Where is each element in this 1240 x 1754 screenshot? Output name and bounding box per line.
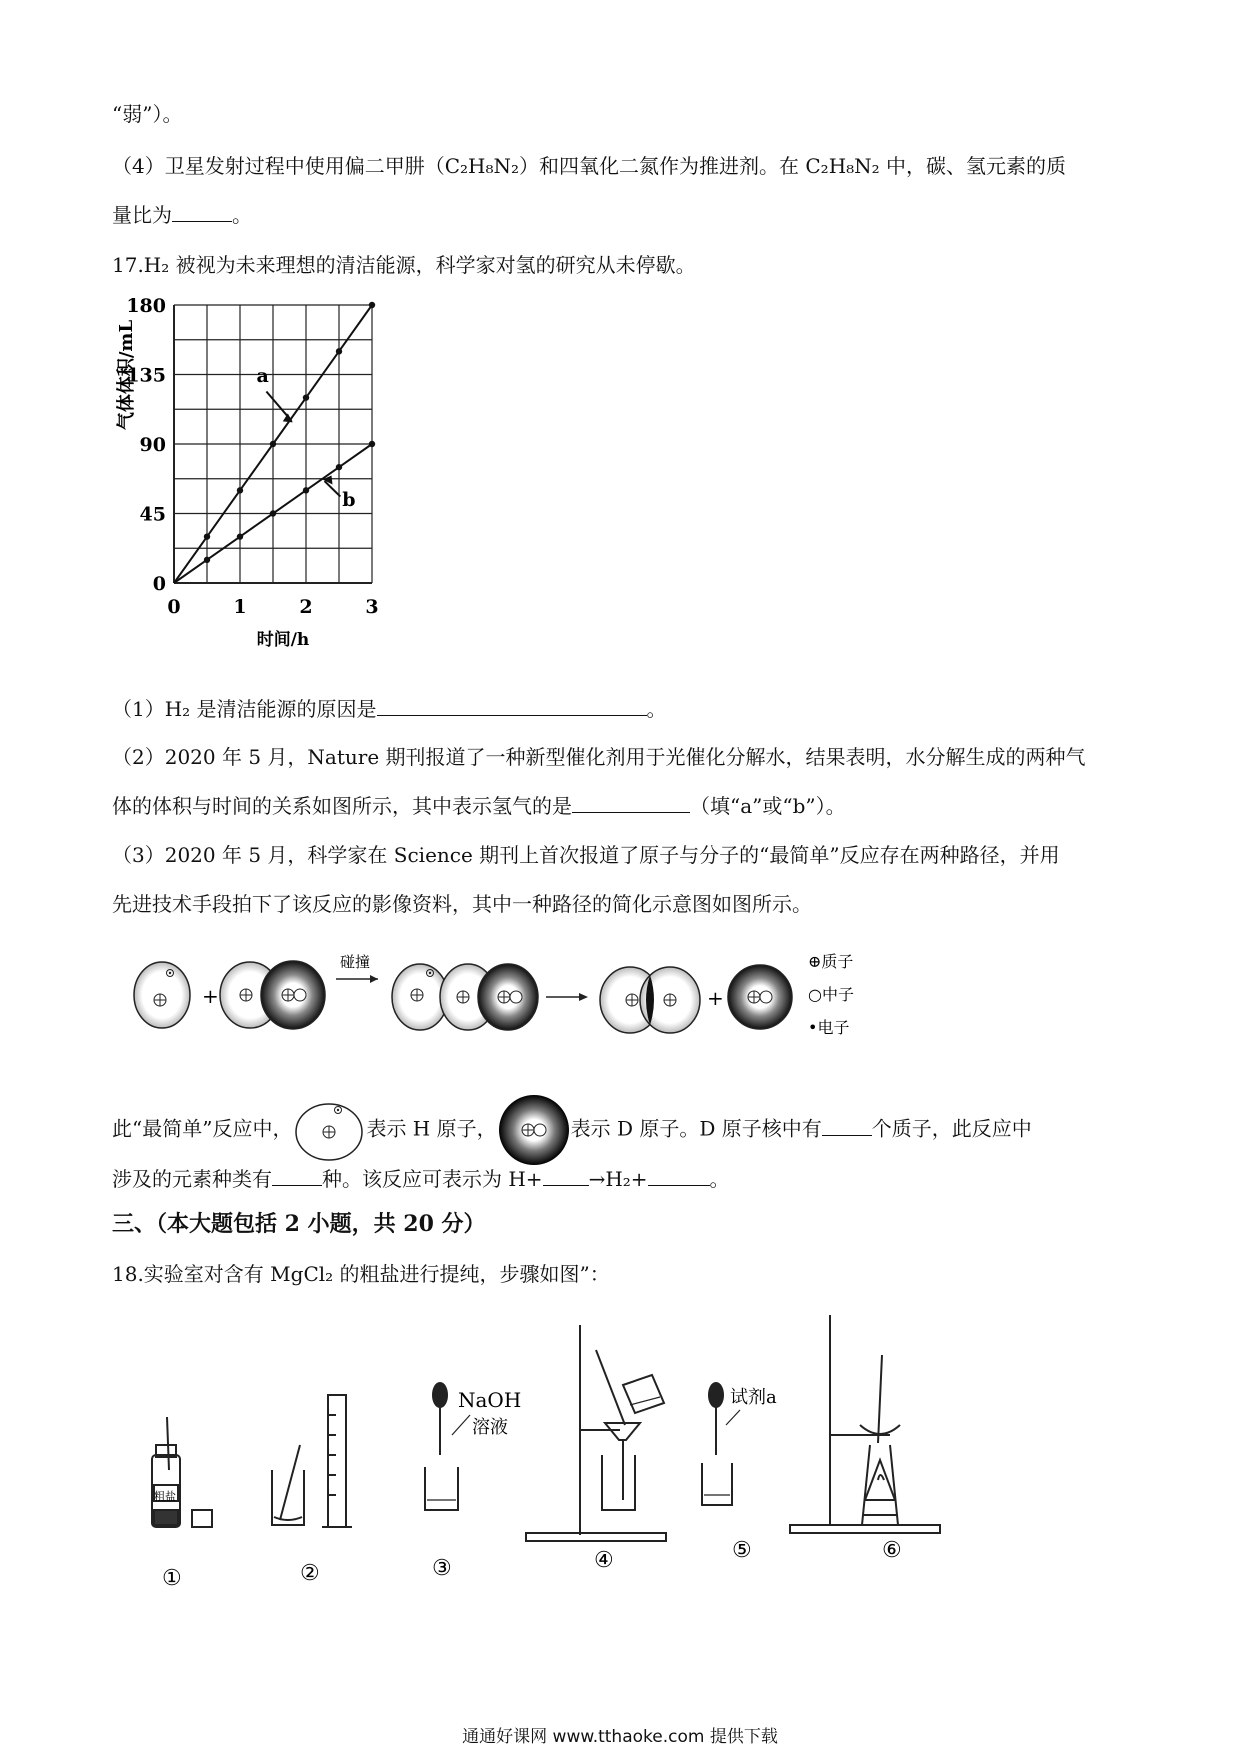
data-point-a bbox=[204, 533, 210, 539]
q17-part-2-cont bbox=[112, 792, 846, 820]
text-segment: 量比为 bbox=[112, 203, 172, 227]
text-line-1: “弱”）。 bbox=[112, 102, 183, 126]
q17-part-2: （2）2020 年 5 月，Nature 期刊报道了一种新型催化剂用于光催化分解水，结果表明，水分解生成的两种气 bbox=[112, 745, 1086, 769]
answer-blank[interactable] bbox=[172, 201, 232, 222]
answer-blank[interactable] bbox=[272, 1165, 322, 1186]
text-line-q16-4-cont bbox=[112, 201, 252, 229]
naoh-label: NaOH bbox=[458, 1388, 522, 1412]
reaction-diagram bbox=[130, 945, 890, 1045]
q17-part-3-question bbox=[112, 1093, 1032, 1167]
step-2-label: ② bbox=[300, 1561, 320, 1586]
section-3-heading: 三、（本大题包括 2 小题，共 20 分） bbox=[112, 1211, 486, 1237]
naoh-solution-label: 溶液 bbox=[472, 1417, 508, 1438]
q17-part-1 bbox=[112, 695, 667, 723]
data-point-b bbox=[336, 464, 342, 470]
text-segment: （1）H₂ 是清洁能源的原因是 bbox=[112, 697, 377, 721]
step-5-label: ⑤ bbox=[732, 1538, 752, 1563]
x-axis-label: 时间/h bbox=[256, 630, 310, 650]
step-6-label: ⑥ bbox=[882, 1538, 902, 1563]
d-atom bbox=[728, 965, 792, 1029]
answer-blank[interactable] bbox=[377, 695, 647, 716]
d-atom-icon bbox=[497, 1093, 571, 1167]
answer-blank[interactable] bbox=[543, 1165, 589, 1186]
q17-part-3-cont: 先进技术手段拍下了该反应的影像资料，其中一种路径的简化示意图如图所示。 bbox=[112, 892, 812, 916]
text-segment: （填“a”或“b”）。 bbox=[690, 794, 846, 818]
legend-neutron: ○中子 bbox=[808, 985, 854, 1004]
question-18: 18.实验室对含有 MgCl₂ 的粗盐进行提纯，步骤如图”： bbox=[112, 1262, 610, 1286]
data-point-b bbox=[369, 441, 375, 447]
series-label-a: a bbox=[256, 365, 269, 388]
step-4-label: ④ bbox=[594, 1548, 614, 1573]
y-tick-label: 180 bbox=[126, 295, 166, 317]
plus-sign: + bbox=[202, 984, 219, 1008]
text-segment: 。 bbox=[232, 203, 252, 227]
evaporation-stand bbox=[790, 1315, 940, 1533]
filtration-stand bbox=[526, 1325, 666, 1541]
text-segment: 个质子，此反应中 bbox=[871, 1116, 1032, 1141]
q17-part-3: （3）2020 年 5 月，科学家在 Science 期刊上首次报道了原子与分子的“最简单”反应存在两种路径，并用 bbox=[112, 843, 1060, 867]
page-footer: 通通好课网 www.tthaoke.com 提供下载 bbox=[462, 1727, 778, 1747]
answer-blank[interactable] bbox=[822, 1115, 872, 1136]
data-point-b bbox=[237, 533, 243, 539]
data-point-a bbox=[270, 441, 276, 447]
legend-proton: ⊕质子 bbox=[808, 952, 854, 971]
y-tick-label: 45 bbox=[139, 503, 166, 526]
text-line-q16-4: （4）卫星发射过程中使用偏二甲肼（C₂H₈N₂）和四氧化二氮作为推进剂。在 C₂H₈N₂ 中，碳、氢元素的质 bbox=[112, 154, 1067, 178]
text-segment: 此“最简单”反应中， bbox=[112, 1116, 293, 1141]
text-segment: →H₂+ bbox=[588, 1167, 648, 1191]
data-point-b bbox=[204, 557, 210, 563]
data-point-a bbox=[336, 348, 342, 354]
hd-molecule bbox=[220, 961, 325, 1029]
arrow-head bbox=[579, 993, 588, 1001]
h-atom-icon bbox=[292, 1098, 366, 1162]
step-1-label: ① bbox=[162, 1566, 182, 1591]
step-3-label: ③ bbox=[432, 1556, 452, 1581]
data-point-a bbox=[303, 394, 309, 400]
data-point-b bbox=[270, 510, 276, 516]
question-17: 17.H₂ 被视为未来理想的清洁能源，科学家对氢的研究从未停歇。 bbox=[112, 253, 696, 277]
h2-molecule bbox=[600, 967, 700, 1033]
reagent-a-label: 试剂a bbox=[730, 1387, 777, 1408]
data-point-a bbox=[237, 487, 243, 493]
data-point-b bbox=[303, 487, 309, 493]
transition-complex bbox=[392, 964, 538, 1030]
x-tick-label: 2 bbox=[299, 596, 313, 618]
x-tick-label: 0 bbox=[167, 596, 181, 618]
answer-blank[interactable] bbox=[572, 792, 690, 813]
data-point-a bbox=[369, 302, 375, 308]
text-segment: 。 bbox=[709, 1167, 730, 1191]
text-segment: 涉及的元素种类有 bbox=[112, 1167, 272, 1191]
text-segment: 。 bbox=[646, 697, 667, 721]
arrow-head bbox=[370, 975, 378, 983]
salt-jar bbox=[152, 1417, 212, 1527]
series-b-pointer bbox=[324, 481, 340, 496]
y-tick-label: 90 bbox=[139, 434, 166, 456]
beaker-and-cylinder bbox=[272, 1395, 352, 1527]
y-tick-label: 135 bbox=[126, 364, 166, 387]
q17-part-3-cont2 bbox=[112, 1165, 730, 1193]
series-label-b: b bbox=[342, 488, 356, 511]
h-atom bbox=[134, 962, 190, 1028]
legend-electron: •电子 bbox=[808, 1018, 850, 1037]
y-tick-label: 0 bbox=[152, 573, 166, 595]
text-segment: 表示 D 原子。D 原子核中有 bbox=[570, 1116, 822, 1141]
answer-blank[interactable] bbox=[648, 1165, 710, 1186]
plus-sign: + bbox=[707, 986, 724, 1010]
x-tick-label: 3 bbox=[365, 596, 379, 618]
jar-label: 粗盐 bbox=[154, 1490, 176, 1503]
gas-volume-chart bbox=[112, 295, 402, 665]
collision-label: 碰撞 bbox=[340, 953, 371, 971]
x-tick-label: 1 bbox=[233, 596, 247, 618]
y-axis-label: 气体体积/mL bbox=[116, 319, 137, 431]
apparatus-diagram bbox=[140, 1295, 980, 1595]
text-segment: 表示 H 原子， bbox=[366, 1116, 497, 1141]
text-segment: 种。该反应可表示为 H+ bbox=[322, 1167, 543, 1191]
text-segment: 体的体积与时间的关系如图所示，其中表示氢气的是 bbox=[112, 794, 572, 818]
